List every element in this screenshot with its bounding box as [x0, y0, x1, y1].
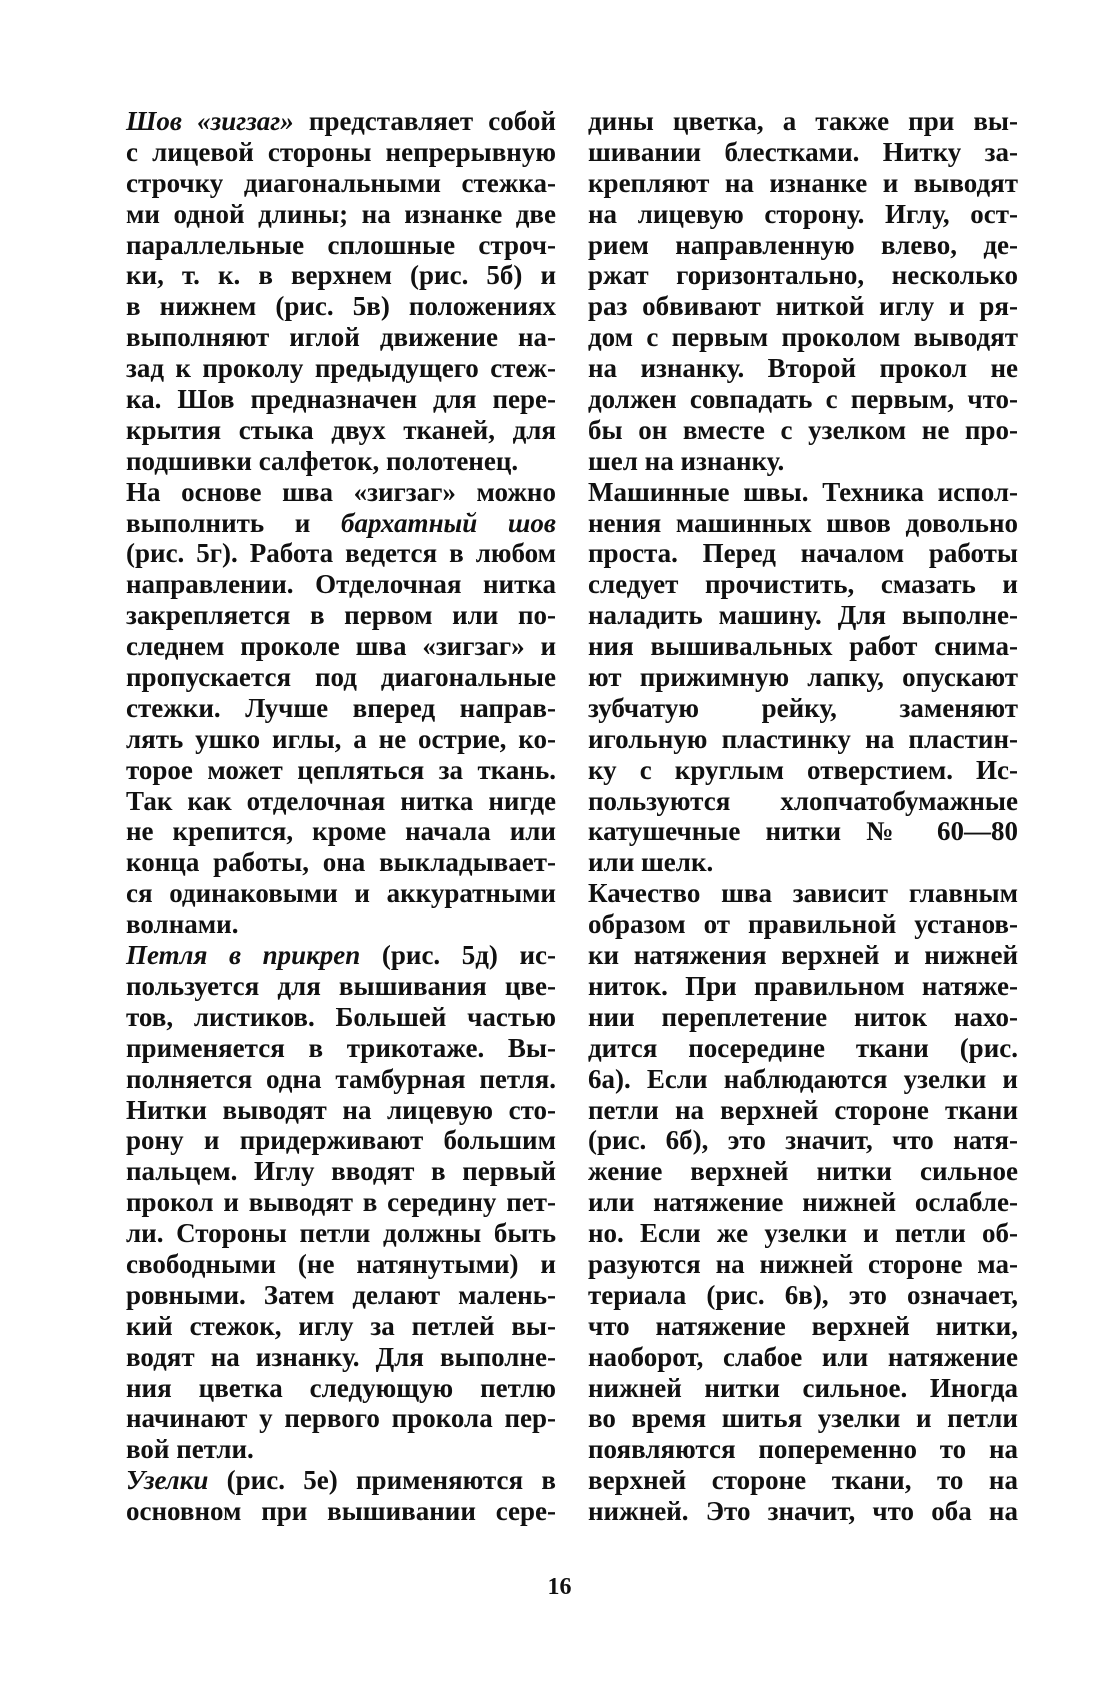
line-text: подшивки салфеток, полотенец.: [126, 445, 519, 476]
text-line: [588, 538, 1018, 569]
line-text: нии переплетение ниток нахо-: [588, 1001, 1018, 1032]
line-text: свободными (не натянутыми) и: [126, 1248, 556, 1279]
line-text: пользуются хлопчатобумажные: [588, 785, 1018, 816]
line-text: стежки. Лучше вперед направ-: [126, 692, 556, 723]
text-line: [588, 786, 1018, 817]
text-line: [588, 291, 1018, 322]
line-text: с лицевой стороны непрерывную: [126, 136, 556, 167]
line-text: проста. Перед началом работы: [588, 538, 1018, 569]
line-text: катушечные нитки № 60—80: [588, 816, 1018, 847]
line-text: верхней стороне ткани, то на: [588, 1465, 1018, 1496]
line-text: применяется в трикотаже. Вы-: [126, 1032, 556, 1063]
line-text: закрепляется в первом или по-: [126, 600, 556, 631]
text-line: [126, 971, 556, 1002]
line-text: ли. Стороны петли должны быть: [126, 1218, 556, 1249]
italic-term: Петля в прикреп: [126, 940, 361, 971]
text-line: [588, 106, 1018, 137]
italic-term: Шов «зигзаг»: [126, 106, 294, 136]
text-line: [588, 415, 1018, 446]
text-line: [126, 1187, 556, 1218]
text-line: [126, 260, 556, 291]
line-text: наоборот, слабое или натяжение: [588, 1341, 1018, 1372]
line-text: тов, листиков. Большей частью: [126, 1001, 556, 1032]
italic-term: Узелки: [126, 1465, 209, 1496]
line-text: зубчатую рейку, заменяют: [588, 692, 1018, 723]
line-text: строчку диагональными стежка-: [126, 167, 556, 198]
text-line: [126, 1280, 556, 1311]
line-text: (рис. 5е) применяются в: [208, 1465, 556, 1496]
text-line: [588, 446, 1018, 477]
text-line: [126, 1064, 556, 1095]
text-line: [126, 1125, 556, 1156]
text-line: [126, 1496, 556, 1527]
text-line: [588, 569, 1018, 600]
line-text: полняется одна тамбурная петля.: [126, 1063, 556, 1094]
text-line: [588, 909, 1018, 940]
line-text: наладить машину. Для выполне-: [588, 600, 1018, 631]
text-line: [126, 1465, 556, 1496]
text-line: [126, 415, 556, 446]
line-text: нения машинных швов довольно: [588, 507, 1018, 538]
text-line: [588, 1342, 1018, 1373]
text-line: [588, 1434, 1018, 1465]
text-line: [126, 168, 556, 199]
line-text: волнами.: [126, 909, 239, 940]
line-text: жение верхней нитки сильное: [588, 1156, 1018, 1187]
text-line: [588, 1280, 1018, 1311]
text-line: [588, 816, 1018, 847]
text-line: [588, 878, 1018, 909]
text-line: [126, 847, 556, 878]
line-text: направлении. Отделочная нитка: [126, 569, 556, 600]
line-text: пальцем. Иглу вводят в первый: [126, 1156, 556, 1187]
text-line: [126, 724, 556, 755]
text-line: [588, 1373, 1018, 1404]
right-text-column: [588, 106, 1018, 1527]
text-line: [588, 847, 1018, 878]
line-text: 6а). Если наблюдаются узелки и: [588, 1063, 1018, 1094]
text-line: [126, 878, 556, 909]
left-text-column: [126, 106, 556, 1527]
text-line: [126, 199, 556, 230]
line-text: параллельные сплошные строч-: [126, 229, 556, 260]
text-line: [126, 1095, 556, 1126]
line-text: разуются на нижней стороне ма-: [588, 1248, 1018, 1279]
text-line: [588, 508, 1018, 539]
text-line: [126, 1033, 556, 1064]
text-line: [588, 600, 1018, 631]
text-line: [126, 137, 556, 168]
line-text: ки, т. к. в верхнем (рис. 5б) и: [126, 260, 556, 291]
text-line: [588, 1496, 1018, 1527]
text-line: [126, 1249, 556, 1280]
line-text: Нитки выводят на лицевую сто-: [126, 1094, 556, 1125]
line-text: ржат горизонтально, несколько: [588, 260, 1018, 291]
line-text: пользуется для вышивания цве-: [126, 970, 556, 1001]
line-text: ми одной длины; на изнанке две: [126, 198, 556, 229]
line-text: не крепится, кроме начала или: [126, 816, 556, 847]
text-line: [126, 1002, 556, 1033]
line-text: дится посередине ткани (рис.: [588, 1032, 1018, 1063]
line-text: прокол и выводят в середину пет-: [126, 1187, 556, 1218]
line-text: начинают у первого прокола пер-: [126, 1403, 556, 1434]
line-text: на лицевую сторону. Иглу, ост-: [588, 198, 1018, 229]
text-line: [126, 477, 556, 508]
line-text: крытия стыка двух тканей, для: [126, 414, 556, 445]
line-text: ки натяжения верхней и нижней: [588, 940, 1018, 971]
text-line: [588, 1403, 1018, 1434]
line-text: пропускается под диагональные: [126, 662, 556, 693]
line-text: ка. Шов предназначен для пере-: [126, 384, 556, 415]
text-line: [126, 446, 556, 477]
line-text: следует прочистить, смазать и: [588, 569, 1018, 600]
line-text: (рис. 5г). Работа ведется в любом: [126, 538, 556, 569]
line-text: дом с первым проколом выводят: [588, 322, 1018, 353]
line-text: лять ушко иглы, а не острие, ко-: [126, 723, 556, 754]
text-line: [588, 230, 1018, 261]
text-line: [126, 1403, 556, 1434]
line-text: Так как отделочная нитка нигде: [126, 785, 556, 816]
text-line: [588, 724, 1018, 755]
line-text: ниток. При правильном натяже-: [588, 970, 1018, 1001]
line-text: териала (рис. 6в), это означает,: [588, 1279, 1018, 1310]
text-line: [588, 971, 1018, 1002]
line-text: образом от правильной установ-: [588, 909, 1018, 940]
text-line: [588, 1311, 1018, 1342]
line-text: нижней. Это значит, что оба на: [588, 1496, 1018, 1527]
page-number: 16: [547, 1574, 572, 1600]
text-line: [126, 353, 556, 384]
line-text: кий стежок, иглу за петлей вы-: [126, 1310, 556, 1341]
text-line: [126, 693, 556, 724]
text-line: [588, 631, 1018, 662]
text-line: [126, 816, 556, 847]
line-text: рону и придерживают большим: [126, 1125, 556, 1156]
text-line: [588, 1156, 1018, 1187]
line-text: раз обвивают ниткой иглу и ря-: [588, 291, 1018, 322]
line-text: во время шитья узелки и петли: [588, 1403, 1018, 1434]
text-line: [126, 631, 556, 662]
line-text: но. Если же узелки и петли об-: [588, 1218, 1018, 1249]
text-line: [126, 909, 556, 940]
text-line: [588, 260, 1018, 291]
text-line: [126, 322, 556, 353]
text-line: [588, 1125, 1018, 1156]
text-line: [588, 1218, 1018, 1249]
line-text: следнем проколе шва «зигзаг» и: [126, 631, 556, 662]
text-line: [126, 662, 556, 693]
line-text: рием направленную влево, де-: [588, 229, 1018, 260]
line-text: должен совпадать с первым, что-: [588, 384, 1018, 415]
text-line: [588, 353, 1018, 384]
line-text: крепляют на изнанке и выводят: [588, 167, 1018, 198]
line-text: ния вышивальных работ снима-: [588, 631, 1018, 662]
line-text: шел на изнанку.: [588, 445, 785, 476]
line-text: выполнить и: [126, 507, 341, 538]
line-text: Машинные швы. Техника испол-: [588, 476, 1018, 507]
line-text: торое может цепляться за ткань.: [126, 754, 556, 785]
text-line: [588, 693, 1018, 724]
text-line: [126, 1156, 556, 1187]
text-line: [126, 384, 556, 415]
text-line: [588, 755, 1018, 786]
line-text: (рис. 5д) ис-: [360, 940, 556, 971]
text-line: [588, 1465, 1018, 1496]
text-line: [588, 1249, 1018, 1280]
text-line: [588, 137, 1018, 168]
text-line: [126, 1218, 556, 1249]
text-line: [126, 940, 556, 971]
italic-term: бархатный шов: [340, 507, 556, 538]
line-text: дины цветка, а также при вы-: [588, 106, 1018, 136]
line-text: на изнанку. Второй прокол не: [588, 353, 1018, 384]
text-line: [126, 755, 556, 786]
line-text: петли на верхней стороне ткани: [588, 1094, 1018, 1125]
line-text: или шелк.: [588, 847, 714, 878]
text-line: [588, 940, 1018, 971]
text-line: [126, 106, 556, 137]
line-text: вой петли.: [126, 1434, 254, 1465]
text-line: [126, 508, 556, 539]
line-text: или натяжение нижней ослабле-: [588, 1187, 1018, 1218]
line-text: ния цветка следующую петлю: [126, 1372, 556, 1403]
text-line: [588, 1187, 1018, 1218]
line-text: ровными. Затем делают малень-: [126, 1279, 556, 1310]
text-line: [588, 322, 1018, 353]
line-text: (рис. 6б), это значит, что натя-: [588, 1125, 1018, 1156]
line-text: нижней нитки сильное. Иногда: [588, 1372, 1018, 1403]
line-text: представляет собой: [293, 106, 556, 136]
line-text: конца работы, она выкладывает-: [126, 847, 556, 878]
text-line: [126, 230, 556, 261]
text-line: [126, 1434, 556, 1465]
text-line: [126, 538, 556, 569]
line-text: Качество шва зависит главным: [588, 878, 1018, 909]
text-line: [588, 384, 1018, 415]
text-line: [588, 477, 1018, 508]
line-text: бы он вместе с узелком не про-: [588, 414, 1018, 445]
text-line: [588, 662, 1018, 693]
text-line: [126, 600, 556, 631]
line-text: водят на изнанку. Для выполне-: [126, 1341, 556, 1372]
text-line: [126, 569, 556, 600]
text-line: [126, 786, 556, 817]
text-line: [588, 199, 1018, 230]
line-text: игольную пластинку на пластин-: [588, 723, 1018, 754]
line-text: шивании блестками. Нитку за-: [588, 136, 1018, 167]
line-text: появляются попеременно то на: [588, 1434, 1018, 1465]
text-line: [588, 168, 1018, 199]
line-text: ся одинаковыми и аккуратными: [126, 878, 556, 909]
line-text: основном при вышивании сере-: [126, 1496, 556, 1527]
line-text: выполняют иглой движение на-: [126, 322, 556, 353]
line-text: ку с круглым отверстием. Ис-: [588, 754, 1018, 785]
text-line: [588, 1002, 1018, 1033]
text-line: [588, 1033, 1018, 1064]
line-text: в нижнем (рис. 5в) положениях: [126, 291, 556, 322]
text-line: [126, 1342, 556, 1373]
line-text: зад к проколу предыдущего стеж-: [126, 353, 556, 384]
line-text: ют прижимную лапку, опускают: [588, 662, 1018, 693]
line-text: что натяжение верхней нитки,: [588, 1310, 1018, 1341]
text-line: [126, 1311, 556, 1342]
line-text: На основе шва «зигзаг» можно: [126, 476, 556, 507]
text-line: [126, 1373, 556, 1404]
text-line: [126, 291, 556, 322]
text-line: [588, 1064, 1018, 1095]
text-line: [588, 1095, 1018, 1126]
